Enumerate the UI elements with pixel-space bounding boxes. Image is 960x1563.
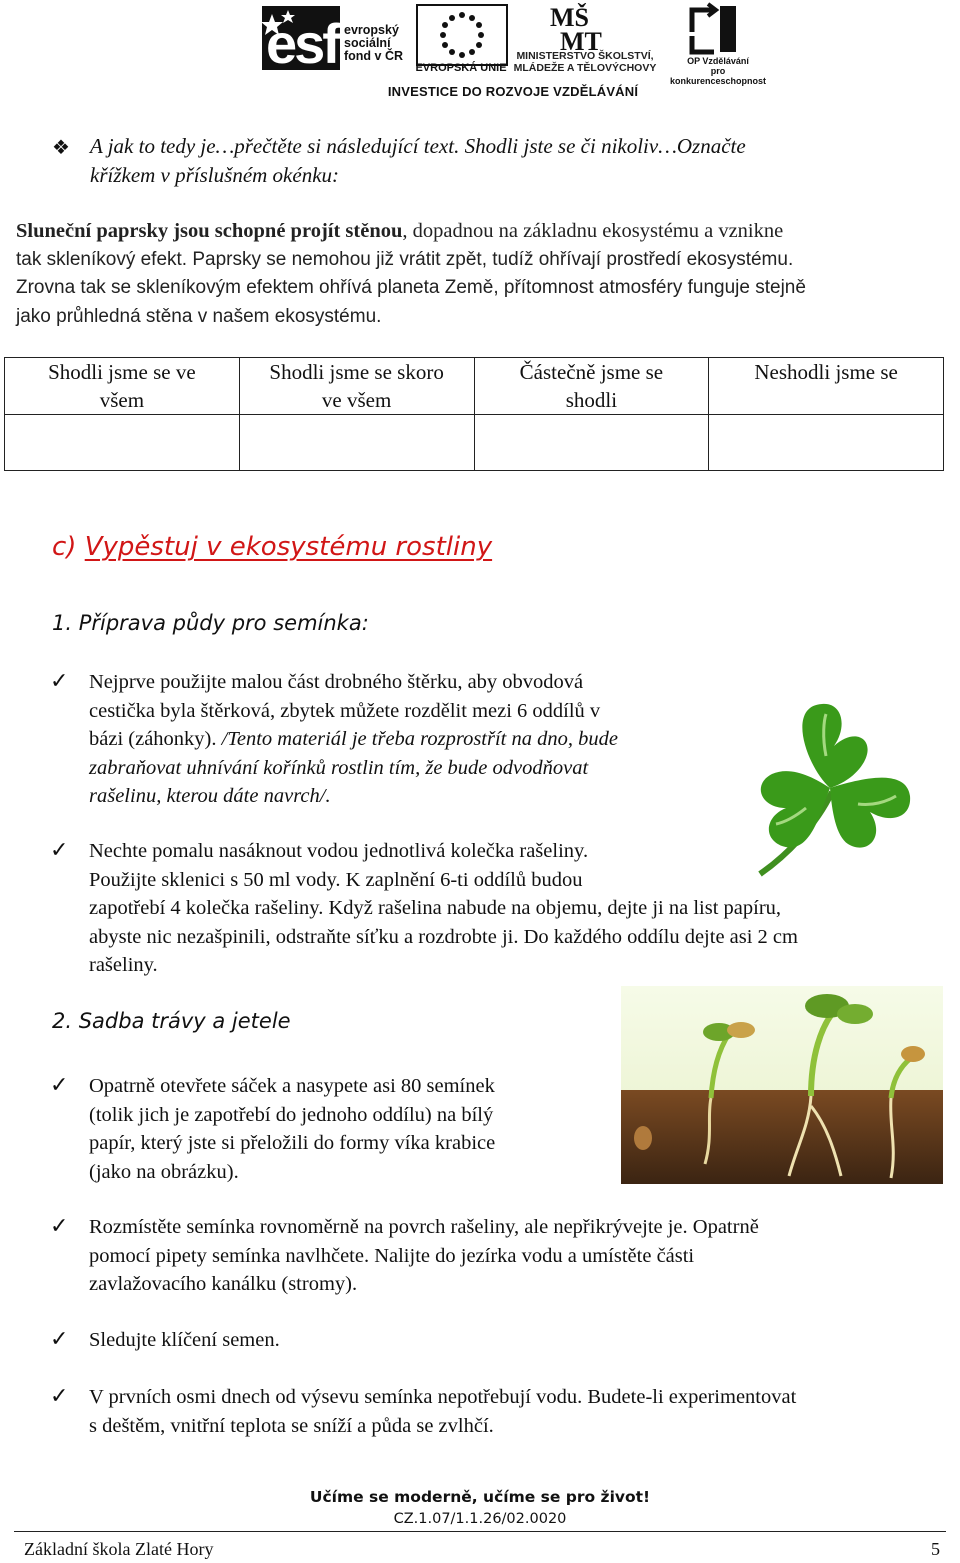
item-line: Použijte sklenici s 50 ml vody. K zaplnění 6-ti oddílů budou [89,868,583,891]
section-c-prefix: c) [52,532,85,562]
section-c-heading [52,530,492,564]
intro-line: křížkem v příslušném okénku: [90,162,340,187]
item-line: V prvních osmi dnech od výsevu semínka nepotřebují vodu. Budete-li experimentovat [89,1386,797,1408]
list-item [89,1072,495,1186]
answer-box[interactable] [474,415,709,471]
check-icon: ✓ [50,838,69,863]
check-icon: ✓ [50,669,69,694]
intro-instruction [90,132,910,189]
footer-slogan: Učíme se moderně, učíme se pro život! [309,1488,651,1506]
esf-text: esf [266,12,338,75]
table-header-cell: Shodli jsme se skoro ve všem [239,358,474,415]
item-line: cestička byla štěrková, zbytek můžete rozdělit mezi 6 oddílů v [89,699,601,722]
check-icon: ✓ [50,1073,69,1098]
msmt-label-line: MLÁDEŽE A TĚLOVÝCHOVY [513,62,657,74]
check-icon: ✓ [50,1327,69,1352]
item-line: papír, který jste si přeložili do formy víka krabice [89,1132,496,1154]
op-label [668,56,768,86]
item-line: Nechte pomalu nasáknout vodou jednotlivá kolečka rašeliny. [89,840,589,862]
table-header-cell: Shodli jsme se ve všem [5,358,240,415]
footer-school-name: Základní škola Zlaté Hory [24,1539,214,1559]
eu-stars [418,6,506,64]
table-header-cell: Neshodli jsme se [709,358,944,415]
footer-divider [14,1531,946,1532]
item-line: zabraňovat uhnívání kořínků rostlin tím, že bude odvodňovat [89,756,589,779]
agreement-table [4,357,944,471]
table-header-row [5,358,944,415]
eu-flag-icon [416,4,508,66]
item-line: bázi (záhonky). /Tento materiál je třeba rozprostřít na dno, bude [89,728,618,750]
para-line: tak skleníkový efekt. Paprsky se nemohou již vrátit zpět, tudíž ohřívají prostředí ekosystému. [16,248,794,270]
list-item: Sledujte klíčení semen. [89,1329,280,1351]
table-answer-row [5,415,944,471]
page-number: 5 [931,1539,940,1559]
svg-text:MŠ: MŠ [550,3,589,32]
answer-box[interactable] [709,415,944,471]
section-c-title: Vypěstuj v ekosystému rostliny [84,532,493,562]
msmt-label [510,50,660,74]
item-line: zavlažovacího kanálku (stromy). [89,1273,358,1295]
item-line: abyste nic nezašpinili, odstraňte síťku a rozdrobte ji. Do každého oddílu dejte asi 2 cm [89,925,798,948]
svg-text:MT: MT [560,27,602,52]
para-text: , dopadnou na základnu ekosystému a vznikne [402,220,784,242]
list-item [89,668,618,811]
op-label-line: pro konkurenceschopnost [669,66,767,86]
item-line: Opatrně otevřete sáček a nasypete asi 80 semínek [89,1075,495,1097]
list-item [89,837,798,980]
step1-heading: 1. Příprava půdy pro semínka: [52,611,369,635]
esf-logo [258,2,406,74]
investice-tagline: INVESTICE DO ROZVOJE VZDĚLÁVÁNÍ [387,84,639,99]
eu-label: EVROPSKÁ UNIE [415,62,507,74]
para-line: jako průhledná stěna v našem ekosystému. [16,305,382,327]
item-line: (jako na obrázku). [89,1160,239,1183]
msmt-logo-icon [546,2,616,52]
item-line: (tolik jich je zapotřebí do jednoho oddílu) na bílý [89,1103,494,1126]
seedlings-image [621,986,943,1184]
check-icon: ✓ [50,1384,69,1409]
item-line: Rozmístěte semínka rovnoměrně na povrch rašeliny, ale nepřikrývejte je. Opatrně [89,1216,759,1238]
esf-label-line: sociální [344,36,391,50]
para-line [16,217,946,246]
diamond-bullet-icon: ❖ [52,137,70,159]
para-line: Zrovna tak se skleníkovým efektem ohřívá planeta Země, přítomnost atmosféry funguje stejně [16,277,806,298]
header-logos [258,0,768,104]
esf-label-line: fond v ČR [344,49,404,63]
item-line: Nejprve použijte malou část drobného štěrku, aby obvodová [89,671,584,693]
msmt-label-line: MINISTERSTVO ŠKOLSTVÍ, [516,50,654,62]
op-label-line: OP Vzdělávání [687,56,749,66]
item-line: zapotřebí 4 kolečka rašeliny. Když rašelina nabude na objemu, dejte ji na list papíru, [89,897,782,919]
list-item [89,1213,759,1299]
esf-label [344,24,403,63]
answer-box[interactable] [239,415,474,471]
item-line: rašeliny. [89,954,158,976]
step2-heading: 2. Sadba trávy a jetele [52,1009,291,1033]
item-line: pomocí pipety semínka navlhčete. Nalijte do jezírka vodu a umístěte části [89,1244,695,1267]
item-line: rašelinu, kterou dáte navrch/. [89,785,331,807]
intro-line: A jak to tedy je…přečtěte si následující text. Shodli jste se či nikoliv…Označte [90,134,746,158]
para-bold: Sluneční paprsky jsou schopné projít stěnou [16,220,403,242]
footer-project-code: CZ.1.07/1.1.26/02.0020 [393,1511,567,1527]
item-line: s deštěm, vnitřní teplota se sníží a půda se zvlhčí. [89,1414,494,1437]
op-logo-icon [686,2,742,56]
list-item [89,1383,796,1440]
greenhouse-paragraph [16,217,946,331]
check-icon: ✓ [50,1214,69,1239]
table-header-cell: Částečně jsme se shodli [474,358,709,415]
esf-label-line: evropský [344,23,399,37]
answer-box[interactable] [5,415,240,471]
